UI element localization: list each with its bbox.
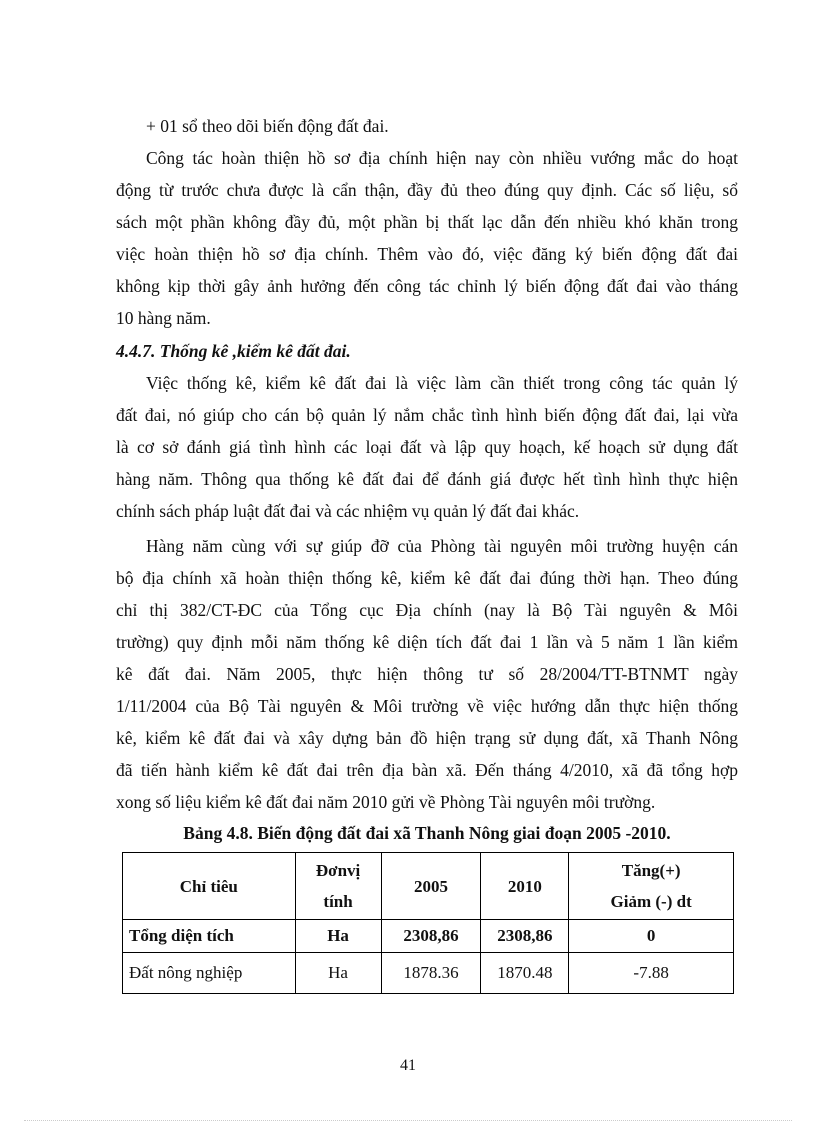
table-row bbox=[123, 920, 734, 953]
text-line: xong số liệu kiểm kê đất đai năm 2010 gửi về Phòng Tài nguyên môi trường. bbox=[116, 792, 656, 812]
cell-unit: Ha bbox=[295, 953, 381, 994]
text-line: động từ trước chưa được là cẩn thận, đầy đủ theo đúng quy định. Các số liệu, sổ bbox=[116, 180, 738, 200]
cell-change: 0 bbox=[569, 920, 734, 953]
header-change-line1: Tăng(+) bbox=[621, 861, 681, 880]
text-line: + 01 sổ theo dõi biến động đất đai. bbox=[146, 116, 389, 136]
cell-indicator: Đất nông nghiệp bbox=[123, 953, 296, 994]
header-unit-line1: Đơnvị bbox=[315, 861, 361, 880]
text-line: Công tác hoàn thiện hồ sơ địa chính hiện nay còn nhiều vướng mắc do hoạt bbox=[146, 148, 738, 168]
header-change-line2: Giảm (-) dt bbox=[610, 892, 692, 911]
header-year-2010: 2010 bbox=[481, 853, 569, 920]
cell-2010: 1870.48 bbox=[481, 953, 569, 994]
text-line: chỉ thị 382/CT-ĐC của Tổng cục Địa chính (nay là Bộ Tài nguyên & Môi bbox=[116, 600, 738, 620]
text-line: kê đất đai. Năm 2005, thực hiện thông tư số 28/2004/TT-BTNMT ngày bbox=[116, 664, 738, 684]
text-line: sách một phần không đầy đủ, một phần bị thất lạc dẫn đến nhiều khó khăn trong bbox=[116, 212, 738, 232]
text-line: không kịp thời gây ảnh hưởng đến công tác chỉnh lý biến động đất đai vào tháng bbox=[116, 276, 738, 296]
land-change-table bbox=[122, 852, 734, 994]
header-change bbox=[569, 853, 734, 920]
text-line: kê, kiểm kê đất đai và xây dựng bản đồ hiện trạng sử dụng đất, xã Thanh Nông bbox=[116, 728, 738, 748]
text-line: việc hoàn thiện hồ sơ địa chính. Thêm vào đó, việc đăng ký biến động đất đai bbox=[116, 244, 738, 264]
cell-2010: 2308,86 bbox=[481, 920, 569, 953]
cell-change: -7.88 bbox=[569, 953, 734, 994]
cell-unit: Ha bbox=[295, 920, 381, 953]
text-line: Hàng năm cùng với sự giúp đỡ của Phòng tài nguyên môi trường huyện cán bbox=[146, 536, 738, 556]
table-header-row bbox=[123, 853, 734, 920]
page-divider bbox=[24, 1120, 792, 1121]
text-line: Việc thống kê, kiểm kê đất đai là việc làm cần thiết trong công tác quản lý bbox=[146, 373, 738, 393]
header-indicator: Chỉ tiêu bbox=[123, 853, 296, 920]
table-row bbox=[123, 953, 734, 994]
text-line: đất đai, nó giúp cho cán bộ quản lý nắm chắc tình hình biến động đất đai, lại vừa bbox=[116, 405, 738, 425]
cell-indicator: Tổng diện tích bbox=[123, 920, 296, 953]
cell-2005: 2308,86 bbox=[381, 920, 481, 953]
table-caption: Bảng 4.8. Biến động đất đai xã Thanh Nông giai đoạn 2005 -2010. bbox=[183, 823, 671, 843]
text-line: 1/11/2004 của Bộ Tài nguyên & Môi trường về việc hướng dẫn thực hiện thống bbox=[116, 696, 738, 716]
text-line: là cơ sở đánh giá tình hình các loại đất và lập quy hoạch, kế hoạch sử dụng đất bbox=[116, 437, 738, 457]
text-line: 10 hàng năm. bbox=[116, 308, 211, 328]
text-line: hàng năm. Thông qua thống kê đất đai để đánh giá được hết tình hình thực hiện bbox=[116, 469, 738, 489]
text-line: đã tiến hành kiểm kê đất đai trên địa bàn xã. Đến tháng 4/2010, xã đã tổng hợp bbox=[116, 760, 738, 780]
cell-2005: 1878.36 bbox=[381, 953, 481, 994]
text-line: trường) quy định mỗi năm thống kê diện tích đất đai 1 lần và 5 năm 1 lần kiểm bbox=[116, 632, 738, 652]
text-line: chính sách pháp luật đất đai và các nhiệm vụ quản lý đất đai khác. bbox=[116, 501, 580, 521]
header-unit bbox=[295, 853, 381, 920]
section-heading: 4.4.7. Thống kê ,kiểm kê đất đai. bbox=[116, 341, 351, 361]
page-number: 41 bbox=[400, 1057, 416, 1074]
header-unit-line2: tính bbox=[323, 892, 353, 911]
text-line: bộ địa chính xã hoàn thiện thống kê, kiểm kê đất đai đúng thời hạn. Theo đúng bbox=[116, 568, 738, 588]
header-year-2005: 2005 bbox=[381, 853, 481, 920]
